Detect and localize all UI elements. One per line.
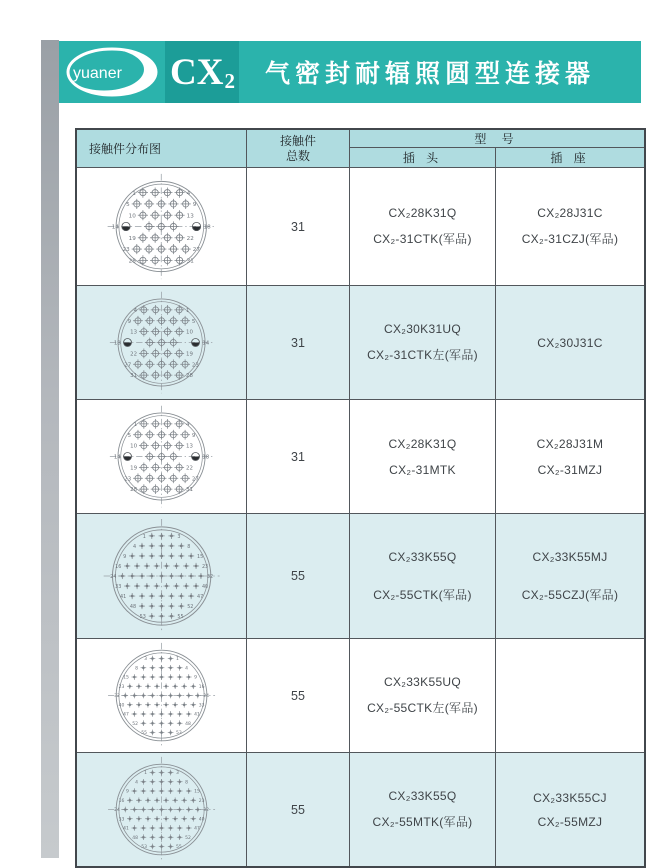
svg-text:19: 19 — [130, 465, 138, 472]
pin-diagram — [89, 289, 234, 396]
svg-text:55: 55 — [176, 845, 182, 851]
table-row — [77, 514, 644, 639]
series-subscript: 2 — [224, 68, 235, 93]
model-number: CX₂-31CZJ(军品) — [521, 232, 619, 246]
svg-text:10: 10 — [130, 443, 138, 450]
diagram-cell — [77, 514, 247, 638]
svg-text:52: 52 — [185, 835, 191, 841]
svg-text:22: 22 — [186, 235, 195, 242]
model-number: CX₂-31CTK(军品) — [373, 232, 472, 246]
svg-text:24: 24 — [203, 694, 209, 700]
svg-text:27: 27 — [124, 362, 132, 369]
header-model-group — [350, 130, 644, 167]
svg-text:27: 27 — [193, 247, 201, 254]
svg-text:31: 31 — [185, 487, 193, 494]
svg-text:40: 40 — [201, 583, 209, 590]
table-row — [77, 639, 644, 753]
model-number: CX₂33K55CJ — [533, 790, 607, 805]
contact-count: 31 — [247, 400, 350, 513]
svg-text:47: 47 — [196, 593, 204, 600]
svg-text:33: 33 — [114, 583, 122, 590]
model-number: CX₂33K55Q — [388, 549, 457, 564]
plug-model-cell — [350, 639, 496, 752]
svg-text:22: 22 — [130, 351, 138, 358]
svg-text:41: 41 — [119, 593, 127, 600]
plug-model-cell — [350, 286, 496, 399]
page-header — [59, 41, 641, 103]
series-badge — [165, 41, 239, 103]
contact-count: 55 — [247, 639, 350, 752]
svg-text:28: 28 — [185, 373, 193, 380]
model-number: CX₂-31MZJ — [537, 462, 603, 477]
svg-text:8: 8 — [185, 780, 188, 786]
model-number: CX₂28J31C — [537, 206, 603, 220]
svg-text:33: 33 — [118, 817, 125, 823]
svg-text:3: 3 — [176, 771, 179, 777]
svg-text:16: 16 — [198, 684, 205, 690]
diagram-cell — [77, 168, 247, 285]
diagram-cell — [77, 286, 247, 399]
svg-text:9: 9 — [127, 318, 132, 325]
svg-text:3: 3 — [177, 533, 181, 540]
socket-model-cell — [496, 286, 644, 399]
plug-model-cell — [350, 753, 496, 866]
table-row — [77, 400, 644, 514]
svg-text:4: 4 — [186, 190, 191, 197]
contact-count: 31 — [247, 286, 350, 399]
header-diagram-col: 接触件分布图 — [77, 130, 247, 167]
svg-text:22: 22 — [185, 465, 193, 472]
svg-text:40: 40 — [118, 703, 125, 709]
model-number: CX₂33K55MJ — [532, 549, 608, 564]
svg-text:4: 4 — [135, 780, 138, 786]
svg-text:4: 4 — [133, 307, 138, 314]
svg-text:23: 23 — [122, 247, 130, 254]
svg-text:4: 4 — [185, 421, 190, 428]
plug-model-cell — [350, 400, 496, 513]
svg-text:47: 47 — [194, 826, 200, 832]
table-row — [77, 168, 644, 286]
header-socket-col: 插 座 — [550, 151, 590, 165]
model-number: CX₂28K31Q — [388, 206, 457, 220]
svg-text:18: 18 — [202, 454, 210, 461]
contact-count: 55 — [247, 753, 350, 866]
header-plug-col: 插 头 — [350, 148, 496, 167]
svg-text:53: 53 — [141, 845, 147, 851]
header-count-col — [247, 130, 350, 167]
svg-text:23: 23 — [191, 362, 199, 369]
svg-text:18: 18 — [203, 224, 211, 231]
model-number: CX₂-31MTK — [389, 462, 456, 477]
svg-text:10: 10 — [185, 329, 193, 336]
svg-text:55: 55 — [177, 613, 184, 620]
svg-text:14: 14 — [113, 454, 121, 461]
svg-text:28: 28 — [130, 487, 138, 494]
svg-text:10: 10 — [128, 213, 137, 220]
svg-text:53: 53 — [176, 731, 182, 737]
svg-text:1: 1 — [132, 190, 137, 197]
svg-text:41: 41 — [123, 826, 129, 832]
svg-text:32: 32 — [114, 694, 120, 700]
socket-model-cell — [496, 400, 644, 513]
svg-text:1: 1 — [185, 307, 190, 314]
table-header — [77, 130, 644, 168]
model-number: CX₂30J31C — [537, 335, 603, 350]
svg-text:27: 27 — [191, 476, 199, 483]
socket-model-cell — [496, 753, 644, 866]
socket-model-cell — [496, 514, 644, 638]
svg-text:24: 24 — [114, 808, 120, 814]
table-row — [77, 286, 644, 400]
svg-text:9: 9 — [125, 789, 129, 795]
model-number: CX₂-31CTK左(军品) — [367, 348, 478, 362]
diagram-cell — [77, 400, 247, 513]
svg-text:8: 8 — [135, 666, 138, 672]
svg-text:31: 31 — [186, 258, 195, 265]
model-number: CX₂-55CZJ(军品) — [521, 587, 619, 602]
svg-text:1: 1 — [144, 771, 147, 777]
svg-text:32: 32 — [206, 573, 213, 580]
svg-text:16: 16 — [114, 563, 122, 570]
svg-text:9: 9 — [194, 675, 198, 681]
svg-text:24: 24 — [110, 573, 117, 580]
svg-text:4: 4 — [132, 543, 136, 550]
pin-diagram — [89, 756, 234, 863]
socket-model-cell — [496, 168, 644, 285]
svg-text:13: 13 — [130, 329, 138, 336]
pin-diagram — [89, 642, 234, 749]
svg-text:53: 53 — [139, 613, 146, 620]
svg-text:14: 14 — [202, 340, 210, 347]
svg-text:52: 52 — [132, 721, 138, 727]
svg-text:23: 23 — [124, 476, 132, 483]
svg-text:52: 52 — [187, 603, 194, 610]
pin-diagram — [86, 171, 237, 282]
svg-text:3: 3 — [144, 657, 147, 663]
diagram-cell — [77, 753, 247, 866]
svg-text:48: 48 — [132, 835, 138, 841]
socket-model-cell — [496, 639, 644, 752]
contact-count: 55 — [247, 514, 350, 638]
header-count-line2: 总数 — [285, 148, 310, 163]
product-table — [75, 128, 646, 868]
model-number: CX₂28J31M — [536, 436, 604, 451]
svg-text:1: 1 — [176, 657, 179, 663]
svg-text:15: 15 — [194, 789, 200, 795]
yuaner-logo-icon — [65, 45, 159, 99]
contact-count: 31 — [247, 168, 350, 285]
svg-text:23: 23 — [201, 563, 209, 570]
series-name: CX — [170, 51, 224, 93]
svg-text:33: 33 — [198, 703, 205, 709]
svg-text:5: 5 — [127, 432, 132, 439]
svg-text:48: 48 — [185, 721, 191, 727]
table-row — [77, 753, 644, 866]
svg-text:40: 40 — [198, 817, 205, 823]
model-number: CX₂33K55UQ — [383, 675, 462, 689]
model-number: CX₂30K31UQ — [383, 322, 462, 336]
svg-text:8: 8 — [187, 543, 191, 550]
svg-text:9: 9 — [122, 553, 127, 560]
svg-text:19: 19 — [128, 235, 137, 242]
svg-text:23: 23 — [198, 798, 205, 804]
svg-text:23: 23 — [118, 684, 125, 690]
svg-text:31: 31 — [130, 373, 138, 380]
svg-text:16: 16 — [118, 798, 125, 804]
brand-name: yuaner — [73, 65, 122, 82]
brand-logo — [59, 41, 165, 103]
page-edge-shadow — [41, 40, 59, 858]
svg-text:55: 55 — [141, 731, 147, 737]
table-body — [77, 168, 644, 866]
svg-text:5: 5 — [191, 318, 196, 325]
model-number: CX₂-55MTK(军品) — [372, 815, 473, 829]
svg-text:4: 4 — [185, 666, 188, 672]
model-number: CX₂33K55Q — [388, 789, 457, 803]
svg-text:28: 28 — [128, 258, 137, 265]
svg-text:1: 1 — [142, 533, 146, 540]
svg-text:5: 5 — [126, 202, 130, 209]
model-number: CX₂-55CTK(军品) — [373, 587, 472, 602]
model-number: CX₂-55CTK左(军品) — [367, 701, 478, 715]
svg-text:32: 32 — [203, 808, 209, 814]
svg-text:41: 41 — [194, 712, 200, 718]
model-number: CX₂-55MZJ — [537, 814, 603, 829]
svg-text:19: 19 — [185, 351, 193, 358]
model-number: CX₂28K31Q — [388, 436, 457, 451]
svg-text:9: 9 — [193, 202, 197, 209]
plug-model-cell — [350, 514, 496, 638]
header-model-label: 型 号 — [350, 130, 644, 148]
page-title: 气密封耐辐照圆型连接器 — [239, 41, 641, 103]
svg-text:15: 15 — [196, 553, 204, 560]
svg-text:1: 1 — [133, 421, 138, 428]
svg-text:48: 48 — [129, 603, 136, 610]
svg-text:18: 18 — [113, 340, 121, 347]
svg-text:47: 47 — [123, 712, 129, 718]
diagram-cell — [77, 639, 247, 752]
plug-model-cell — [350, 168, 496, 285]
header-count-line1: 接触件 — [279, 133, 316, 148]
svg-text:15: 15 — [123, 675, 129, 681]
pin-diagram — [83, 518, 240, 634]
svg-text:13: 13 — [186, 213, 195, 220]
svg-text:9: 9 — [191, 432, 196, 439]
svg-text:13: 13 — [185, 443, 193, 450]
svg-text:14: 14 — [112, 224, 120, 231]
pin-diagram — [89, 403, 234, 510]
